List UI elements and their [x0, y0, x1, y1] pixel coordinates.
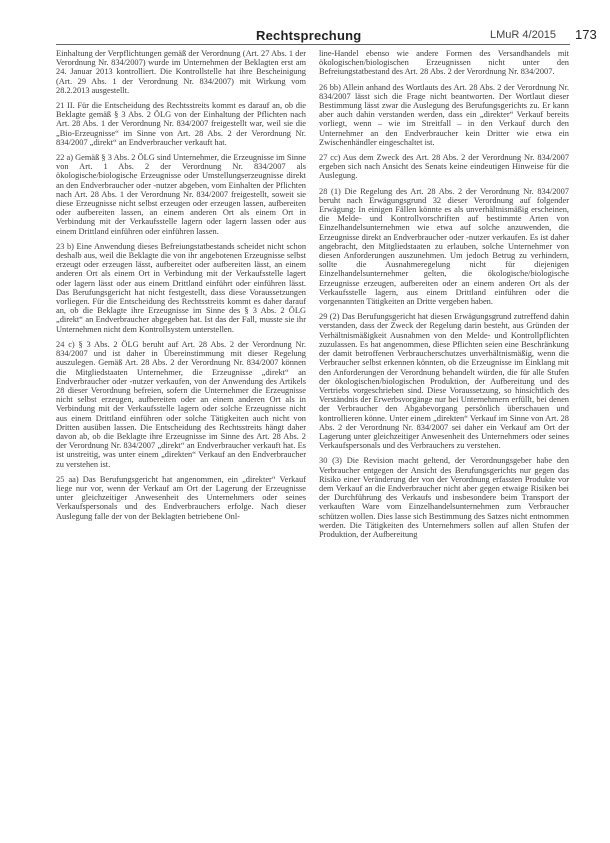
section-title: Rechtsprechung: [256, 28, 362, 43]
paragraph: 23 b) Eine Anwendung dieses Befreiungstatbestands scheidet nicht schon deshalb aus, weil die Beklagte die von ihr angebotenen Erzeugnisse selbst erzeugt oder erzeugen lässt, aufbereitet oder aufbereiten lässt, an einem anderen Ort als einem Ort in Verbindung mit der Verkaufsstelle lagert oder lagern lässt oder aus einem Drittland einführt oder einführen lässt. Das Berufungsgericht hat nicht festgestellt, dass diese Voraussetzungen vorliegen. Für die Entscheidung des Rechtsstreits kommt es daher darauf an, ob die Beklagte ihre Erzeugnisse im Sinne des § 3 Abs. 2 ÖLG „direkt“ an Endverbraucher abgegeben hat. Ist das der Fall, musste sie ihr Unternehmen nicht dem Kontrollsystem unterstellen.: [56, 241, 307, 334]
paragraph: 26 bb) Allein anhand des Wortlauts des Art. 28 Abs. 2 der Verordnung Nr. 834/2007 lässt sich die Frage nicht beantworten. Der Wortlaut dieser Bestimmung lässt zwar die Auslegung des Berufungsgerichts zu. Er kann aber auch dahin verstanden werden, dass ein „direkter“ Verkauf bereits vorliegt, wenn – wie im Streitfall – in den Verkauf durch den Unternehmer an den Endverbraucher kein Dritter wie etwa ein Zwischenhändler eingeschaltet ist.: [319, 82, 569, 147]
paragraph: 30 (3) Die Revision macht geltend, der Verordnungsgeber habe den Verbraucher entgegen der Ansicht des Berufungsgerichts nur gegen das Risiko einer Veränderung der von der Verordnung erfassten Produkte vor dem Verkauf an die Endverbraucher nicht aber gegen etwaige Risiken bei der Durchführung des Verkaufs und insbesondere beim Transport der verkauften Ware vom Einzelhandelsunternehmen zum Verbraucher schützen wollen. Dies lasse sich Bestimmung des Satzes nicht entnommen werden. Die Tätigkeiten des Unternehmers sollen auf allen Stufen der Produktion, der Aufbereitung: [319, 456, 570, 539]
paragraph: 28 (1) Die Regelung des Art. 28 Abs. 2 der Verordnung Nr. 834/2007 beruht nach Erwägungsgrund 32 dieser Verordnung auf folgender Erwägung: In einigen Fällen könnte es als unverhältnismäßig erscheinen, die Melde- und Kontrollvorschriften auf bestimmte Arten von Einzelhandelsunternehmen wie etwa auf solche anzuwenden, die Erzeugnisse direkt an Endverbraucher oder -nutzer verkaufen. Es ist daher angebracht, den Mitgliedstaaten zu erlauben, solche Unternehmer von diesen Anforderungen auszunehmen. Um jedoch Betrug zu verhindern, sollte die Ausnahmeregelung nicht für diejenigen Einzelhandelsunternehmer gelten, die ökologische/biologische Erzeugnisse erzeugen, aufbereiten oder an einem anderen Ort als der Verkaufsstelle lagern, aus einem Drittland einführen oder die vorgenannten Tätigkeiten an Dritte vergeben haben.: [319, 186, 569, 307]
paragraph: 25 aa) Das Berufungsgericht hat angenommen, ein „direkter“ Verkauf liege nur vor, wenn der Verkauf am Ort der Lagerung der Erzeugnisse unter gleichzeitiger Anwesenheit des Unternehmers oder seines Verkaufspersonals und des Endverbrauchers erfolge. Nach dieser Auslegung falle der von der Beklagten betriebene Onl-: [56, 474, 306, 521]
paragraph: 29 (2) Das Berufungsgericht hat diesen Erwägungsgrund zutreffend dahin verstanden, dass der Zweck der Regelung darin besteht, aus Gründen der Verhältnismäßigkeit Ausnahmen von den Melde- und Kontrollpflichten zuzulassen. Es hat angenommen, diese Pflichten seien eine Beschränkung der damit betroffenen Verbraucherschutzes unverhältnismäßig, wenn die Verbraucher selbst erkennen könnten, ob die Erzeugnisse im Einklang mit den Anforderungen der Verordnung behandelt würden, die für alle Stufen der ökologischen/biologischen Produktion, der Aufbereitung und des Vertriebs vorgeschrieben sind. Diese Voraussetzung, so hinsichtlich des Verständnis der Erwerbsvorgänge nur bei Unternehmern erfüllt, bei denen der Verbraucher den Abgabevorgang persönlich überschauen und kontrollieren könne. Unter einem „direkten“ Verkauf im Sinne von Art. 28 Abs. 2 der Verordnung Nr. 834/2007 sei daher ein Verkauf am Ort der Lagerung unter gleichzeitiger Anwesenheit des Unternehmers oder seines Verkaufspersonals und des Verbrauchers zu verstehen.: [319, 312, 570, 451]
paragraph: Einhaltung der Verpflichtungen gemäß der Verordnung (Art. 27 Abs. 1 der Verordnung Nr. 834/2007) wurde im Unternehmen der Beklagten erst am 24. Januar 2013 kontrolliert. Die Kontrollstelle hat ihre Bescheinigung (Art. 29 Abs. 1 der Verordnung Nr. 834/2007) mit Wirkung vom 28.2.2013 ausgestellt.: [56, 49, 306, 95]
paragraph: 21 II. Für die Entscheidung des Rechtsstreits kommt es darauf an, ob die Beklagte gemäß § 3 Abs. 2 ÖLG von der Einhaltung der Pflichten nach Art. 28 Abs. 1 der Verordnung Nr. 834/2007 freigestellt war, weil sie die „Bio-Erzeugnisse“ im Sinne von Art. 28 Abs. 2 der Verordnung Nr. 834/2007 „direkt“ an Endverbraucher verkauft hat.: [56, 101, 306, 147]
paragraph: 22 a) Gemäß § 3 Abs. 2 ÖLG sind Unternehmer, die Erzeugnisse im Sinne von Art. 1 Abs. 2 der Verordnung Nr. 834/2007 als ökologische/biologische Erzeugnisse oder Umstellungserzeugnisse direkt an den Endverbraucher oder -nutzer abgeben, vom Einhalten der Pflichten nach Art. 28 Abs. 1 der Verordnung Nr. 834/2007 freigestellt, soweit sie diese Erzeugnisse nicht selbst erzeugen oder erzeugen lassen, aufbereiten oder aufbereiten lassen, an einem anderen Ort als einem Ort in Verbindung mit der Verkaufsstelle lagern oder lagern lassen oder aus einem Drittland einführen oder einführen lassen.: [56, 153, 307, 236]
paragraph: 24 c) § 3 Abs. 2 ÖLG beruht auf Art. 28 Abs. 2 der Verordnung Nr. 834/2007 und ist daher in Übereinstimmung mit dieser Regelung auszulegen. Gemäß Art. 28 Abs. 2 der Verordnung Nr. 834/2007 können die Mitgliedstaaten Unternehmer, die Erzeugnisse „direkt“ an Endverbraucher oder -nutzer verkaufen, von der Anwendung des Artikels 28 dieser Verordnung befreien, sofern die Unternehmer die Erzeugnisse nicht selbst erzeugen, aufbereiten oder an einem anderen Ort als in Verbindung mit der Verkaufsstelle lagern oder solche Erzeugnisse nicht aus einem Drittland einführen oder solche Tätigkeiten auch nicht von Dritten ausüben lassen. Die Entscheidung des Rechtsstreits hängt daher davon ab, ob die Beklagte ihre Erzeugnisse im Sinne des Art. 28 Abs. 2 der Verordnung Nr. 834/2007 „direkt“ an Endverbraucher verkauft hat. Es ist unstreitig, was unter einem „direkten“ Verkauf an den Endverbraucher zu verstehen ist.: [56, 339, 307, 469]
left-text-column: [56, 49, 306, 527]
paragraph: 27 cc) Aus dem Zweck des Art. 28 Abs. 2 der Verordnung Nr. 834/2007 ergeben sich nach Ansicht des Senats keine eindeutigen Hinweise für die Auslegung.: [319, 153, 570, 181]
right-text-column: [319, 49, 569, 545]
page-number: 173: [575, 27, 597, 42]
paragraph: line-Handel ebenso wie andere Formen des Versandhandels mit ökologischen/biologischen Erzeugnissen nicht unter den Befreiungstatbestand des Art. 28 Abs. 2 der Verordnung Nr. 834/2007.: [319, 49, 569, 77]
journal-issue: LMuR 4/2015: [490, 29, 557, 41]
header-divider: [56, 44, 570, 45]
